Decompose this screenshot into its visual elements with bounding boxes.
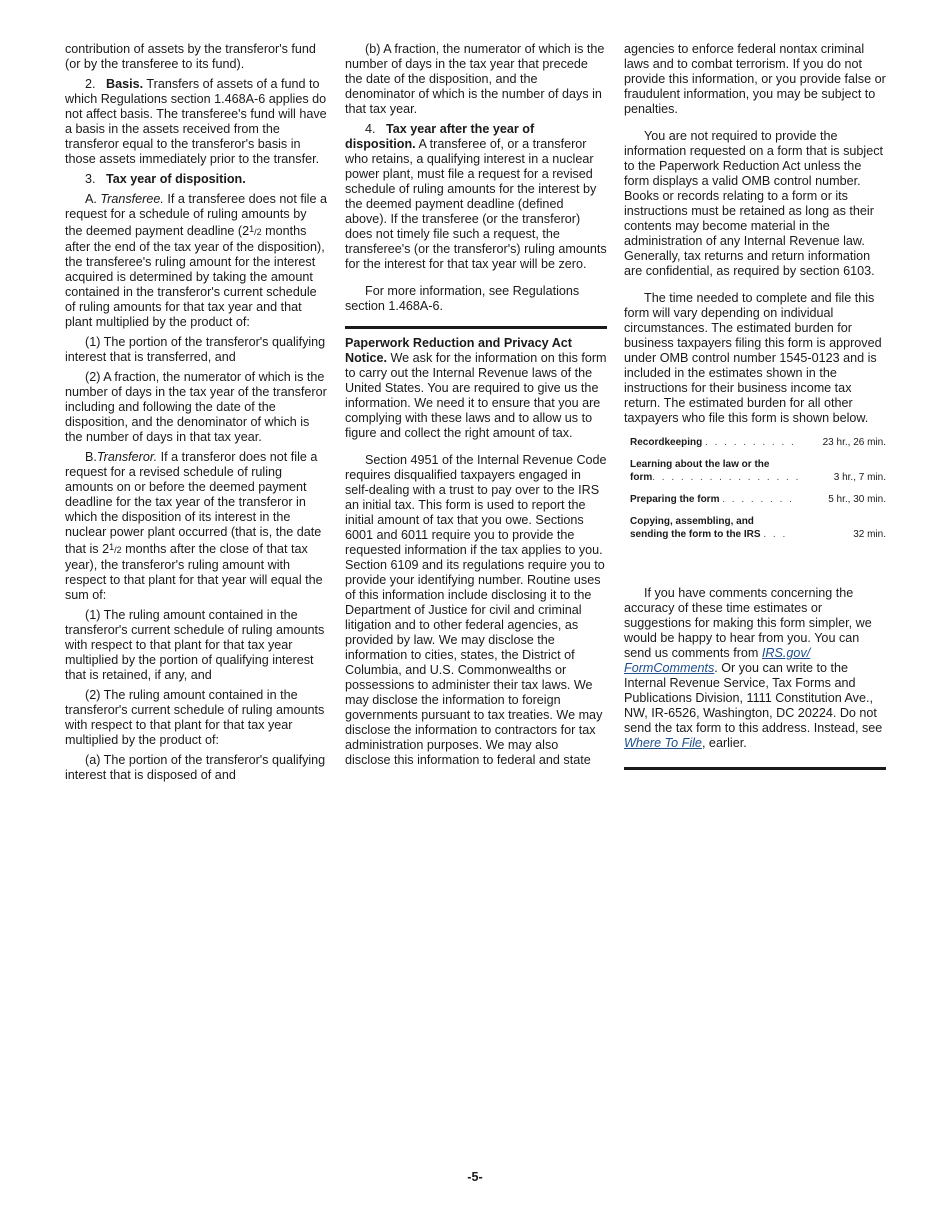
fraction-denominator: /2 xyxy=(114,545,122,555)
burden-label-text-2: form xyxy=(630,472,653,483)
column-3 xyxy=(624,42,886,770)
paragraph-contribution: contribution of assets by the transferor's fund (or by the transferee to its fund). xyxy=(65,42,316,71)
burden-label xyxy=(630,515,812,550)
page-number: -5- xyxy=(467,1170,483,1184)
burden-value: 5 hr., 30 min. xyxy=(828,494,886,505)
burden-value: 23 hr., 26 min. xyxy=(822,437,886,448)
transferor-body: If a transferor does not file a request for a revised schedule of ruling amounts on or before the deemed payment deadline for the tax year of the transferor in which the disposition of its interest in the nuclear power plant occurred (that is, the date that is 2 xyxy=(65,450,322,556)
column-2 xyxy=(345,42,607,773)
comments-text: If you have comments concerning the accuracy of these time estimates or suggestions for making this form simpler, we would be happy to hear from you. You can send us comments from xyxy=(624,586,872,660)
comments-text-end: , earlier. xyxy=(701,736,747,750)
column-1 xyxy=(65,42,327,788)
paragraph-tax-year-of-disposition xyxy=(65,172,327,187)
paragraph-transferor-2b: (b) A fraction, the numerator of which is the number of days in the tax year that precede the date of the disposition, and the denominator of which is the number of days in that tax year. xyxy=(345,42,605,116)
form-comments-link[interactable]: IRS.gov/ FormComments xyxy=(624,646,811,675)
burden-label-text: Preparing the form xyxy=(630,494,720,505)
table-row xyxy=(630,458,886,493)
paragraph-transferor-1: (1) The ruling amount contained in the transferor's current schedule of ruling amounts with respect to that plant for that tax year multiplied by the portion of qualifying interest that is retained, if any, and xyxy=(65,608,325,682)
burden-value: 3 hr., 7 min. xyxy=(833,472,886,483)
where-to-file-link[interactable]: Where To File xyxy=(624,736,702,750)
item-number: 3. xyxy=(85,172,96,186)
burden-label xyxy=(630,458,812,493)
tax-year-after-body: A transferee of, or a transferor who retains, a qualifying interest in a nuclear power plant, must file a request for a revised schedule of ruling amounts for the interest by the deemed payment deadline (defined above). If the transferee (or the transferor) does not timely file such a request, the transferee's (or the transferor's) ruling amounts for the interest for that tax year will be zero. xyxy=(345,137,607,271)
paragraph-letter: A. xyxy=(85,192,101,206)
paragraph-transferee-2: (2) A fraction, the numerator of which is the number of days in the tax year of the transferor including and following the date of the disposition, and the denominator of which is the number of days in that tax year. xyxy=(65,370,327,444)
burden-label xyxy=(630,493,812,515)
paragraph-continued: agencies to enforce federal nontax criminal laws and to combat terrorism. If you do not provide this information, or you provide false or fraudulent information, you may be subject to penalties. xyxy=(624,42,886,116)
table-row xyxy=(630,436,886,458)
leader-dots: . . . . . . . . . . xyxy=(705,437,796,448)
fraction-numerator: 1 xyxy=(249,224,255,234)
paragraph-transferor-2: (2) The ruling amount contained in the transferor's current schedule of ruling amounts with respect to that plant for that tax year multiplied by the product of: xyxy=(65,688,325,747)
paragraph-basis xyxy=(65,77,327,167)
term-transferee: Transferee. xyxy=(100,192,164,206)
paragraph-not-required: You are not required to provide the information requested on a form that is subject to the Paperwork Reduction Act unless the form displays a valid OMB control number. Books or records relating to a form or its instructions must be retained as long as their contents may become material in the administration of any Internal Revenue law. Generally, tax returns and return information are confidential, as required by section 6103. xyxy=(624,129,884,278)
item-number: 4. xyxy=(365,122,376,136)
comments-text-cont: . Or you can write to the Internal Revenue Service, Tax Forms and Publications Division, 1111 Constitution Ave., NW, IR-6526, Washington, DC 20224. Do not send the tax form to this address. Instead, see xyxy=(624,661,883,735)
table-row xyxy=(630,515,886,550)
section-divider xyxy=(345,326,607,329)
heading-tax-year-after: Tax year after the year of disposition. xyxy=(345,122,535,151)
table-row xyxy=(630,493,886,515)
paragraph-letter: B. xyxy=(85,450,97,464)
paragraph-comments xyxy=(624,586,886,751)
privacy-notice-body: We ask for the information on this form to carry out the Internal Revenue laws of the United States. You are required to give us the information. We need it to ensure that you are complying with these laws and to allow us to figure and collect the right amount of tax. xyxy=(345,351,607,440)
fraction-numerator: 1 xyxy=(109,542,115,552)
end-divider xyxy=(624,767,886,770)
paragraph-tax-year-after xyxy=(345,122,607,272)
paragraph-transferee xyxy=(65,192,327,330)
burden-label xyxy=(630,436,812,458)
paragraph-transferor xyxy=(65,450,327,603)
leader-dots: . . . . . . . . . . . . . . . . xyxy=(652,472,801,483)
paragraph-privacy-notice xyxy=(345,336,607,441)
burden-table xyxy=(630,436,886,550)
leader-dots: . . . . . . . . xyxy=(722,494,794,505)
burden-label-text: Learning about the law or the xyxy=(630,459,770,470)
leader-dots: . . . xyxy=(763,529,788,540)
transferee-body: If a transferee does not file a request for a schedule of ruling amounts by the deemed payment deadline (2 xyxy=(65,192,327,238)
paragraph-time-needed: The time needed to complete and file this form will vary depending on individual circumstances. The estimated burden for business taxpayers filing this form is approved under OMB control number 1545-0123 and is included in the estimates shown in the instructions for their business income tax return. The estimated burden for all other taxpayers who file this form is shown below. xyxy=(624,291,882,425)
burden-value: 32 min. xyxy=(853,529,886,540)
transferee-body-cont: months after the end of the tax year of the disposition), the transferee's ruling amount for the interest acquired is determined by taking the amount contained in the transferor's current schedule of ruling amounts for that tax year and that plant multiplied by the product of: xyxy=(65,224,325,329)
item-number: 2. xyxy=(85,77,96,91)
burden-label-text: Copying, assembling, and xyxy=(630,516,754,527)
term-transferor: Transferor. xyxy=(96,450,158,464)
transferor-body-cont: months after the close of that tax year), the transferor's ruling amount with respect to that plant for that year will equal the sum of: xyxy=(65,542,323,602)
burden-label-text-2: sending the form to the IRS xyxy=(630,529,761,540)
paragraph-more-info: For more information, see Regulations section 1.468A-6. xyxy=(345,284,580,313)
burden-label-text: Recordkeeping xyxy=(630,437,703,448)
fraction-denominator: /2 xyxy=(254,227,262,237)
heading-privacy-notice: Paperwork Reduction and Privacy Act Notice. xyxy=(345,336,572,365)
paragraph-section-4951: Section 4951 of the Internal Revenue Code requires disqualified taxpayers engaged in self-dealing with a trust to pay over to the IRS an initial tax. This form is used to report the initial amount of tax that you owe. Sections 6001 and 6011 require you to provide the requested information if the tax applies to you. Section 6109 and its regulations require you to provide your identifying number. Routine uses of this information include disclosing it to the Department of Justice for civil and criminal litigation and to other federal agencies, as provided by law. We may disclose the information to cities, states, the District of Columbia, and U.S. Commonwealths or possessions to administer their tax laws. We may disclose the information to foreign governments pursuant to tax treaties. We may disclose the information to contractors for tax administration purposes. We may also disclose this information to federal and state xyxy=(345,453,607,767)
heading-tax-year-of-disposition: Tax year of disposition. xyxy=(106,172,246,186)
heading-basis: Basis. xyxy=(106,77,144,91)
paragraph-transferor-2a: (a) The portion of the transferor's qualifying interest that is disposed of and xyxy=(65,753,326,782)
basis-body: Transfers of assets of a fund to which Regulations section 1.468A-6 applies do not affect basis. The transferee's fund will have a basis in the assets received from the transferor equal to the transferor's basis in those assets immediately prior to the transfer. xyxy=(65,77,327,166)
paragraph-transferee-1: (1) The portion of the transferor's qualifying interest that is transferred, and xyxy=(65,335,326,364)
